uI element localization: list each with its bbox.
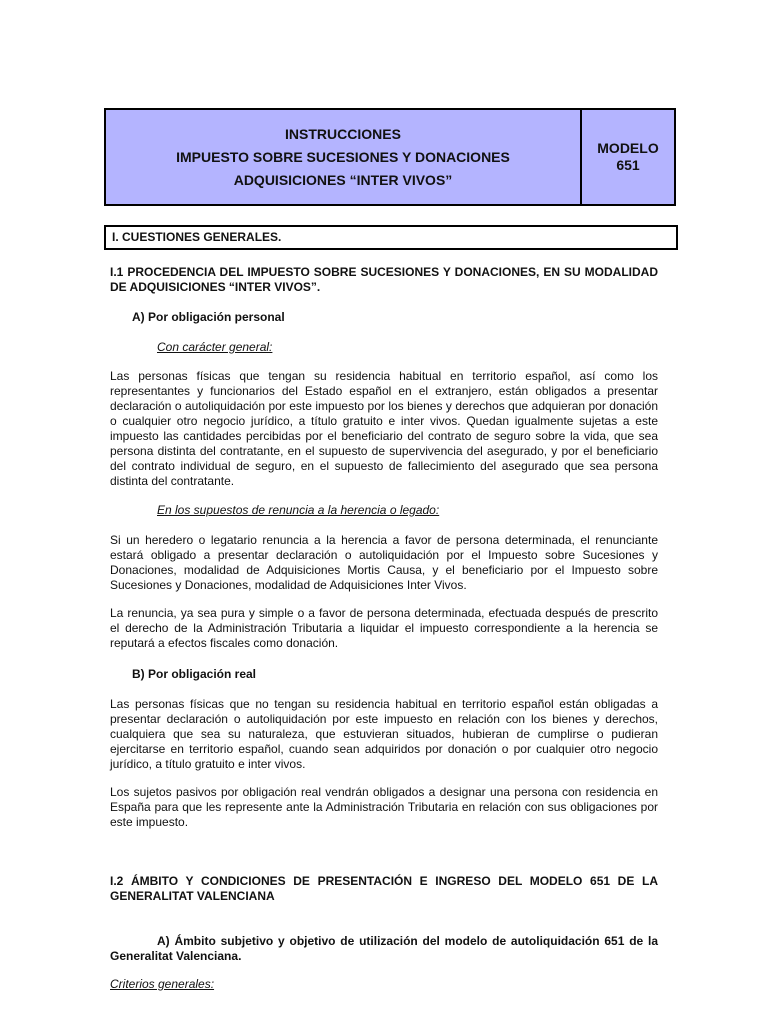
paragraph-representante: Los sujetos pasivos por obligación real vendrán obligados a designar una persona con residencia en España para que les represente ante la Administración Tributaria en relación con sus obligaciones por este impuesto. — [110, 785, 658, 829]
modelo-block — [582, 110, 674, 204]
section-title: I. CUESTIONES GENERALES. — [104, 225, 678, 250]
heading-obligacion-real: B) Por obligación real — [132, 667, 257, 681]
heading-ambito-subjetivo: A) Ámbito subjetivo y objetivo de utilización del modelo de autoliquidación 651 de la Generalitat Valenciana. — [110, 934, 658, 963]
modelo-label: MODELO — [597, 140, 659, 156]
paragraph-renuncia: Si un heredero o legatario renuncia a la herencia a favor de persona determinada, el renunciante estará obligado a presentar declaración o autoliquidación por el Impuesto sobre Sucesiones y Donaciones, modalidad de Adquisiciones Mortis Causa, y el beneficiario por el Impuesto sobre Sucesiones y Donaciones, modalidad de Adquisiciones Inter Vivos. — [110, 533, 658, 592]
criterios-generales-heading: Criterios generales: — [110, 977, 215, 991]
heading-obligacion-personal: A) Por obligación personal — [132, 310, 285, 324]
paragraph-obligacion-real: Las personas físicas que no tengan su residencia habitual en territorio español están obligadas a presentar declaración o autoliquidación por este impuesto en relación con los bienes y derechos, cualquiera que sea su naturaleza, que estuvieran situados, hubieran de cumplirse o pudieran ejercitarse en territorio español, cuando sean adquiridos por donación o por cualquier otro negocio jurídico, a título gratuito e inter vivos. — [110, 697, 658, 771]
caracter-general-wrapper — [157, 340, 705, 355]
header-title-block — [106, 110, 582, 204]
renuncia-heading-wrapper — [157, 503, 705, 518]
caracter-general-heading: Con carácter general: — [157, 340, 273, 354]
renuncia-heading: En los supuestos de renuncia a la herencia o legado: — [157, 503, 440, 517]
document-header — [104, 108, 676, 206]
subsection-heading-1-1: I.1 PROCEDENCIA DEL IMPUESTO SOBRE SUCESIONES Y DONACIONES, EN SU MODALIDAD DE ADQUISICIONES “INTER VIVOS”. — [110, 265, 658, 294]
subsection-heading-1-2: I.2 ÁMBITO Y CONDICIONES DE PRESENTACIÓN E INGRESO DEL MODELO 651 DE LA GENERALITAT VALENCIANA — [110, 874, 658, 903]
header-title-line1: INSTRUCCIONES — [285, 125, 401, 142]
modelo-number: 651 — [616, 157, 640, 173]
criterios-wrapper — [110, 977, 658, 992]
paragraph-obligacion-personal: Las personas físicas que tengan su residencia habitual en territorio español, así como los representantes y funcionarios del Estado español en el extranjero, están obligados a presentar declaración o autoliquidación por este impuesto por los bienes y derechos que adquieran por donación o cualquier otro negocio jurídico, a título gratuito e inter vivos. Quedan igualmente sujetas a este impuesto las cantidades percibidas por el beneficiario del contrato de seguro sobre la vida, que sea persona distinta del contratante, en el supuesto de supervivencia del asegurado, y por el beneficiario del contrato individual de seguro, en el supuesto de fallecimiento del asegurado que sea persona distinta del contratante. — [110, 369, 658, 488]
header-title-line2: IMPUESTO SOBRE SUCESIONES Y DONACIONES — [176, 148, 510, 165]
header-title-line3: ADQUISICIONES “INTER VIVOS” — [233, 171, 453, 188]
paragraph-renuncia-prescripcion: La renuncia, ya sea pura y simple o a favor de persona determinada, efectuada después de prescrito el derecho de la Administración Tributaria a liquidar el impuesto correspondiente a la herencia se reputará a efectos fiscales como donación. — [110, 606, 658, 650]
